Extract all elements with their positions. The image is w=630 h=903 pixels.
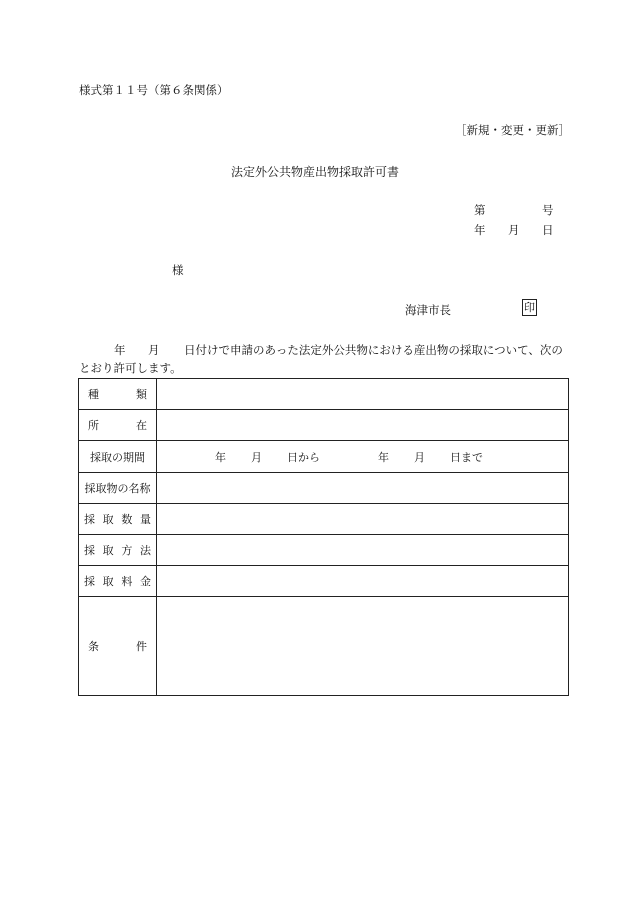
table-row-fee [79, 566, 569, 597]
date-month: 月 [508, 223, 520, 237]
seal-mark: 印 [524, 301, 535, 314]
document-title: 法定外公共物産出物採取許可書 [230, 165, 399, 179]
fee-label: 採 取 料 金 [84, 575, 151, 588]
body-year: 年 [114, 343, 126, 357]
period-from-month: 月 [251, 451, 262, 464]
body-text-line1: 日付けで申請のあった法定外公共物における産出物の採取について、次の [184, 343, 563, 357]
date-day: 日 [542, 223, 554, 237]
item-name-value[interactable] [157, 473, 569, 504]
period-label: 採取の期間 [90, 450, 145, 464]
table-row-period [79, 441, 569, 473]
date-year: 年 [474, 223, 486, 237]
table-row-quantity [79, 504, 569, 535]
location-value[interactable] [157, 410, 569, 441]
period-to-month: 月 [414, 451, 425, 464]
permit-table [78, 378, 569, 696]
kind-value[interactable] [157, 379, 569, 410]
method-label: 採 取 方 法 [84, 544, 151, 557]
period-to-year: 年 [378, 451, 389, 464]
kind-label: 種 類 [88, 388, 147, 401]
period-value[interactable] [157, 441, 569, 473]
location-label: 所 在 [88, 419, 147, 432]
addressee-honorific: 様 [172, 263, 184, 277]
doc-number-prefix: 第 [474, 203, 486, 217]
issuer-name: 海津市長 [405, 303, 451, 317]
table-row-kind [79, 379, 569, 410]
quantity-value[interactable] [157, 504, 569, 535]
body-text-line2: とおり許可します。 [79, 361, 182, 375]
doc-number-suffix: 号 [542, 203, 554, 217]
form-number: 様式第１１号（第６条関係） [79, 83, 229, 97]
conditions-value[interactable] [157, 597, 569, 696]
period-to-day: 日まで [450, 451, 483, 464]
item-name-label: 採取物の名称 [84, 482, 151, 495]
conditions-label: 条 件 [88, 640, 147, 653]
period-from-day: 日から [287, 451, 320, 464]
body-month: 月 [148, 343, 160, 357]
table-row-location [79, 410, 569, 441]
table-row-method [79, 535, 569, 566]
fee-value[interactable] [157, 566, 569, 597]
quantity-label: 採 取 数 量 [84, 513, 151, 526]
method-value[interactable] [157, 535, 569, 566]
period-from-year: 年 [215, 451, 226, 464]
table-row-conditions [79, 597, 569, 696]
table-row-item-name [79, 473, 569, 504]
application-type-options: ［新規・変更・更新］ [455, 123, 570, 137]
